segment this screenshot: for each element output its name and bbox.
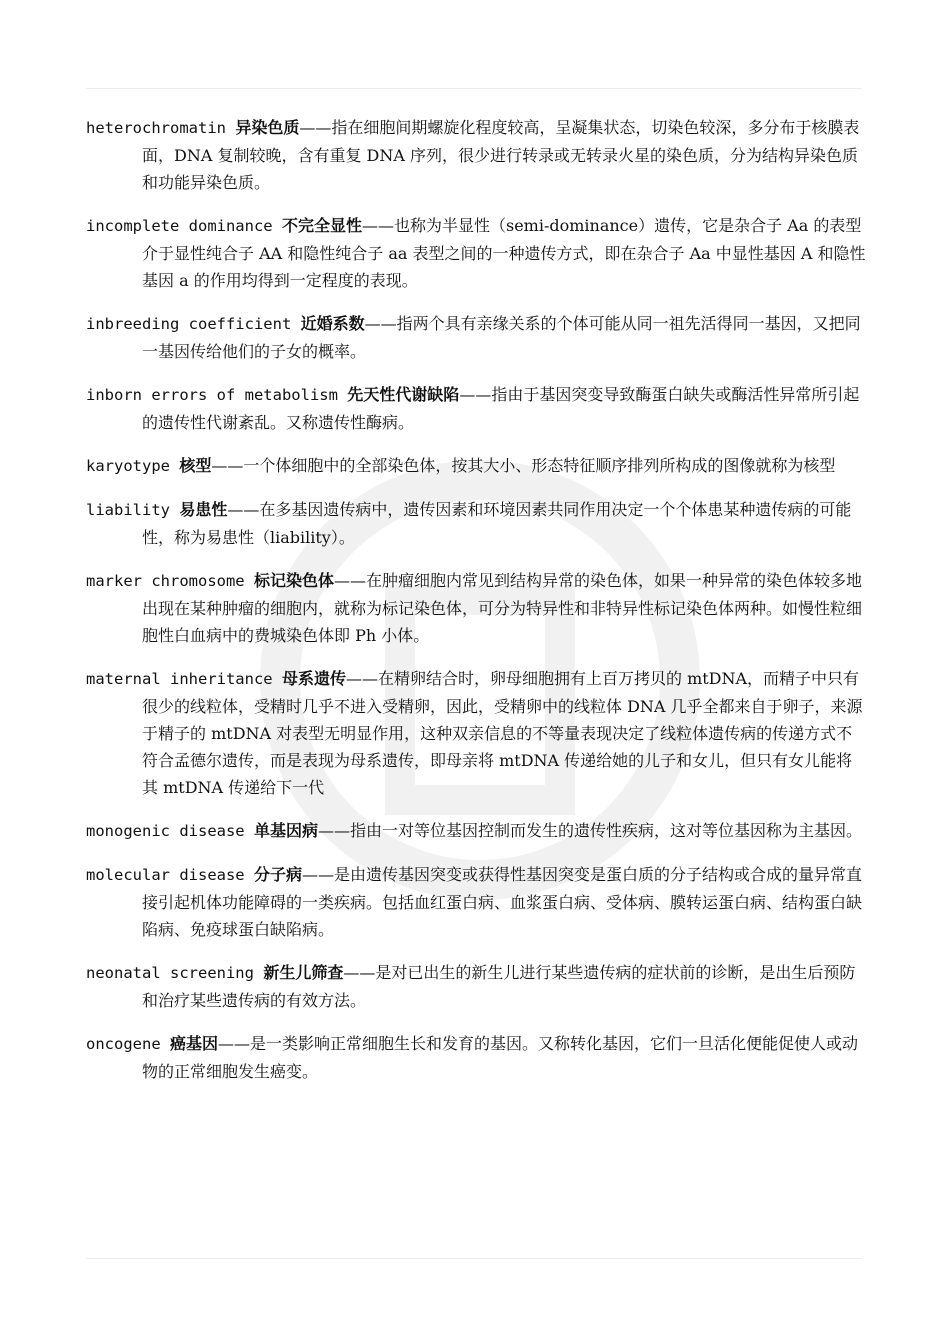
entry-term: monogenic disease bbox=[86, 822, 254, 840]
entry-definition: ——指在细胞间期螺旋化程度较高，呈凝集状态，切染色较深，多分布于核膜表面，DNA 复制较晚，含有重复 DNA 序列，很少进行转录或无转录火星的染色质，分为结构异染色质和功能异染色质。 bbox=[142, 118, 860, 192]
entry-chinese-term: 易患性 bbox=[179, 500, 228, 519]
glossary-entry-inbreeding-coefficient bbox=[86, 310, 866, 365]
entry-term: karyotype bbox=[86, 457, 180, 475]
glossary-entry-inborn-errors bbox=[86, 381, 866, 436]
glossary-entry-molecular-disease bbox=[86, 861, 866, 943]
glossary-entry-neonatal-screening bbox=[86, 959, 866, 1014]
entry-definition: ——一个体细胞中的全部染色体，按其大小、形态特征顺序排列所构成的图像就称为核型 bbox=[211, 456, 836, 475]
glossary-entry-monogenic-disease bbox=[86, 817, 866, 845]
entry-chinese-term: 分子病 bbox=[253, 865, 302, 884]
entry-definition: ——在精卵结合时，卵母细胞拥有上百万拷贝的 mtDNA，而精子中只有很少的线粒体，受精时几乎不进入受精卵，因此，受精卵中的线粒体 DNA 几乎全都来自于卵子，来源于精子的 mtDNA 对表型无明显作用，这种双亲信息的不等量表现决定了线粒体遗传病的传递方式不符合孟德尔遗传，而是表现为母系遗传，即母亲将 mtDNA 传递给她的儿子和女儿，但只有女儿能将其 mtDNA 传递给下一代 bbox=[142, 669, 863, 797]
entry-definition: ——是由遗传基因突变或获得性基因突变是蛋白质的分子结构或合成的量异常直接引起机体功能障碍的一类疾病。包括血红蛋白病、血浆蛋白病、受体病、膜转运蛋白病、结构蛋白缺陷病、免疫球蛋白缺陷病。 bbox=[142, 865, 863, 939]
entry-definition: ——指两个具有亲缘关系的个体可能从同一祖先活得同一基因，又把同一基因传给他们的子女的概率。 bbox=[142, 314, 861, 361]
entry-term: liability bbox=[86, 501, 180, 519]
entry-term: inborn errors of metabolism bbox=[86, 386, 348, 404]
entry-term: heterochromatin bbox=[86, 119, 236, 137]
entry-term: molecular disease bbox=[86, 866, 254, 884]
entry-chinese-term: 核型 bbox=[179, 456, 212, 475]
glossary-list bbox=[86, 114, 866, 1101]
entry-definition: ——在多基因遗传病中，遗传因素和环境因素共同作用决定一个个体患某种遗传病的可能性，称为易患性（liability）。 bbox=[142, 500, 852, 547]
entry-definition: ——指由一对等位基因控制而发生的遗传性疾病，这对等位基因称为主基因。 bbox=[318, 821, 863, 840]
entry-definition: ——是一类影响正常细胞生长和发育的基因。又称转化基因，它们一旦活化便能促使人或动物的正常细胞发生癌变。 bbox=[142, 1034, 859, 1081]
entry-definition: ——在肿瘤细胞内常见到结构异常的染色体，如果一种异常的染色体较多地出现在某种肿瘤的细胞内，就称为标记染色体，可分为特异性和非特异性标记染色体两种。如慢性粒细胞性白血病中的费城染色体即 Ph 小体。 bbox=[142, 571, 863, 645]
entry-chinese-term: 不完全显性 bbox=[281, 216, 362, 235]
entry-term: oncogene bbox=[86, 1035, 170, 1053]
glossary-entry-incomplete-dominance bbox=[86, 212, 866, 294]
entry-definition: ——指由于基因突变导致酶蛋白缺失或酶活性异常所引起的遗传性代谢紊乱。又称遗传性酶病。 bbox=[142, 385, 860, 432]
entry-term: marker chromosome bbox=[86, 572, 254, 590]
entry-term: incomplete dominance bbox=[86, 217, 282, 235]
glossary-entry-liability bbox=[86, 496, 866, 551]
glossary-entry-maternal-inheritance bbox=[86, 665, 866, 801]
entry-chinese-term: 异染色质 bbox=[235, 118, 300, 137]
entry-chinese-term: 单基因病 bbox=[253, 821, 318, 840]
entry-definition: ——是对已出生的新生儿进行某些遗传病的症状前的诊断，是出生后预防和治疗某些遗传病的有效方法。 bbox=[142, 963, 856, 1010]
glossary-entry-oncogene bbox=[86, 1030, 866, 1085]
glossary-entry-marker-chromosome bbox=[86, 567, 866, 649]
glossary-entry-karyotype bbox=[86, 452, 866, 480]
entry-definition: ——也称为半显性（semi-dominance）遗传，它是杂合子 Aa 的表型介于显性纯合子 AA 和隐性纯合子 aa 表型之间的一种遗传方式，即在杂合子 Aa 中显性基因 A 和隐性基因 a 的作用均得到一定程度的表现。 bbox=[142, 216, 866, 290]
glossary-entry-heterochromatin bbox=[86, 114, 866, 196]
entry-chinese-term: 近婚系数 bbox=[300, 314, 365, 333]
entry-chinese-term: 母系遗传 bbox=[281, 669, 346, 688]
entry-term: maternal inheritance bbox=[86, 670, 282, 688]
header-rule bbox=[86, 88, 862, 89]
footer-rule bbox=[86, 1258, 862, 1259]
entry-term: neonatal screening bbox=[86, 964, 264, 982]
entry-chinese-term: 标记染色体 bbox=[253, 571, 334, 590]
entry-chinese-term: 先天性代谢缺陷 bbox=[347, 385, 460, 404]
entry-chinese-term: 新生儿筛查 bbox=[263, 963, 344, 982]
entry-chinese-term: 癌基因 bbox=[170, 1034, 219, 1053]
entry-term: inbreeding coefficient bbox=[86, 315, 301, 333]
